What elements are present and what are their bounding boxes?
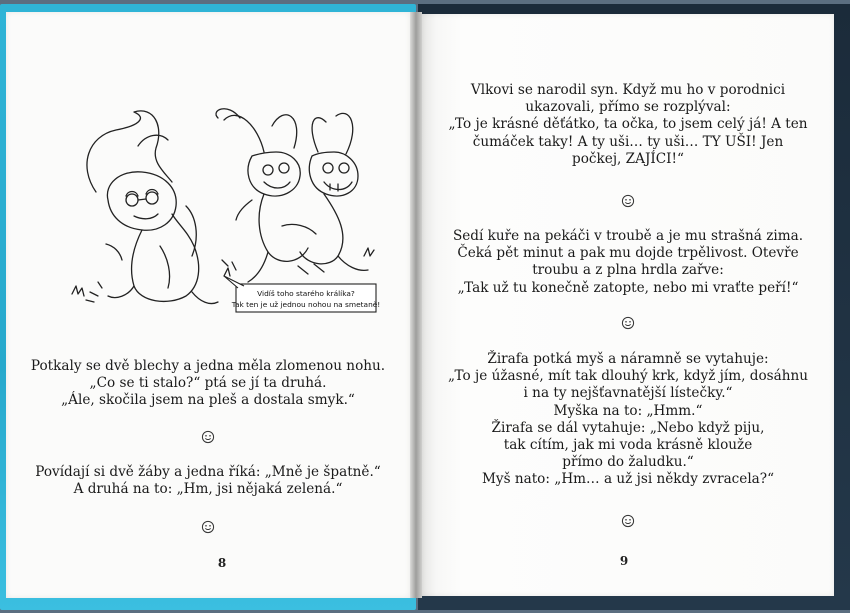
right-page xyxy=(422,14,834,596)
joke-line: Sedí kuře na pekáči v troubě a je mu strašná zima. xyxy=(452,228,804,244)
joke-line: čumáček taky! A ty uši… ty uši… TY UŠI! Jen xyxy=(472,133,784,150)
page-number: 8 xyxy=(217,556,227,570)
joke-line: ukazovali, přímo se rozplýval: xyxy=(525,99,731,116)
page-number: 9 xyxy=(619,554,629,568)
joke-giraffe xyxy=(422,351,834,489)
joke-line: tak cítím, jak mi voda krásně klouže xyxy=(503,437,753,454)
smiley-icon xyxy=(621,194,635,208)
rabbit-illustration xyxy=(68,96,380,322)
left-page xyxy=(6,12,410,598)
joke-line: Žirafa potká myš a náramně se vytahuje: xyxy=(487,351,769,367)
joke-line: „Tak už tu konečně zatopte, nebo mi vraťte peří!“ xyxy=(457,279,799,296)
joke-line: „To je úžasné, mít tak dlouhý krk, když jím, dosáhnu xyxy=(447,368,809,385)
joke-frogs xyxy=(6,464,410,498)
caption-line-1: Vidíš toho starého králíka? xyxy=(257,289,355,298)
joke-chicken xyxy=(422,228,834,297)
joke-line: „Ále, skočila jsem na pleš a dostala smyk.“ xyxy=(61,392,355,409)
joke-line: i na ty nejšťavnatější lístečky.“ xyxy=(523,385,733,402)
smiley-icon xyxy=(201,430,215,444)
smiley-icon xyxy=(621,316,635,330)
joke-fleas xyxy=(6,358,410,410)
joke-line: Povídají si dvě žáby a jedna říká: „Mně je špatně.“ xyxy=(35,464,381,480)
book-gutter xyxy=(410,12,422,598)
joke-line: Vlkovi se narodil syn. Když mu ho v porodnici xyxy=(470,82,786,98)
joke-line: přímo do žaludku.“ xyxy=(562,454,694,471)
smiley-icon xyxy=(201,520,215,534)
joke-line: Potkaly se dvě blechy a jedna měla zlomenou nohu. xyxy=(30,358,386,374)
caption-line-2: Tak ten je už jednou nohou na smetaně! xyxy=(231,300,380,309)
joke-wolf xyxy=(422,82,834,168)
joke-line: Žirafa se dál vytahuje: „Nebo když piju, xyxy=(491,419,765,436)
joke-line: „To je krásné děťátko, ta očka, to jsem celý já! A ten xyxy=(448,116,808,133)
smiley-icon xyxy=(621,514,635,528)
joke-line: počkej, ZAJÍCI!“ xyxy=(572,150,684,167)
joke-line: Myška na to: „Hmm.“ xyxy=(553,402,703,419)
joke-line: Myš nato: „Hm… a už jsi někdy zvracela?“ xyxy=(481,471,775,488)
joke-line: A druhá na to: „Hm, jsi nějaká zelená.“ xyxy=(73,481,343,498)
joke-line: troubu a z plna hrdla zařve: xyxy=(532,262,724,279)
joke-line: Čeká pět minut a pak mu dojde trpělivost. Otevře xyxy=(457,245,799,262)
joke-line: „Co se ti stalo?“ ptá se jí ta druhá. xyxy=(89,375,327,392)
